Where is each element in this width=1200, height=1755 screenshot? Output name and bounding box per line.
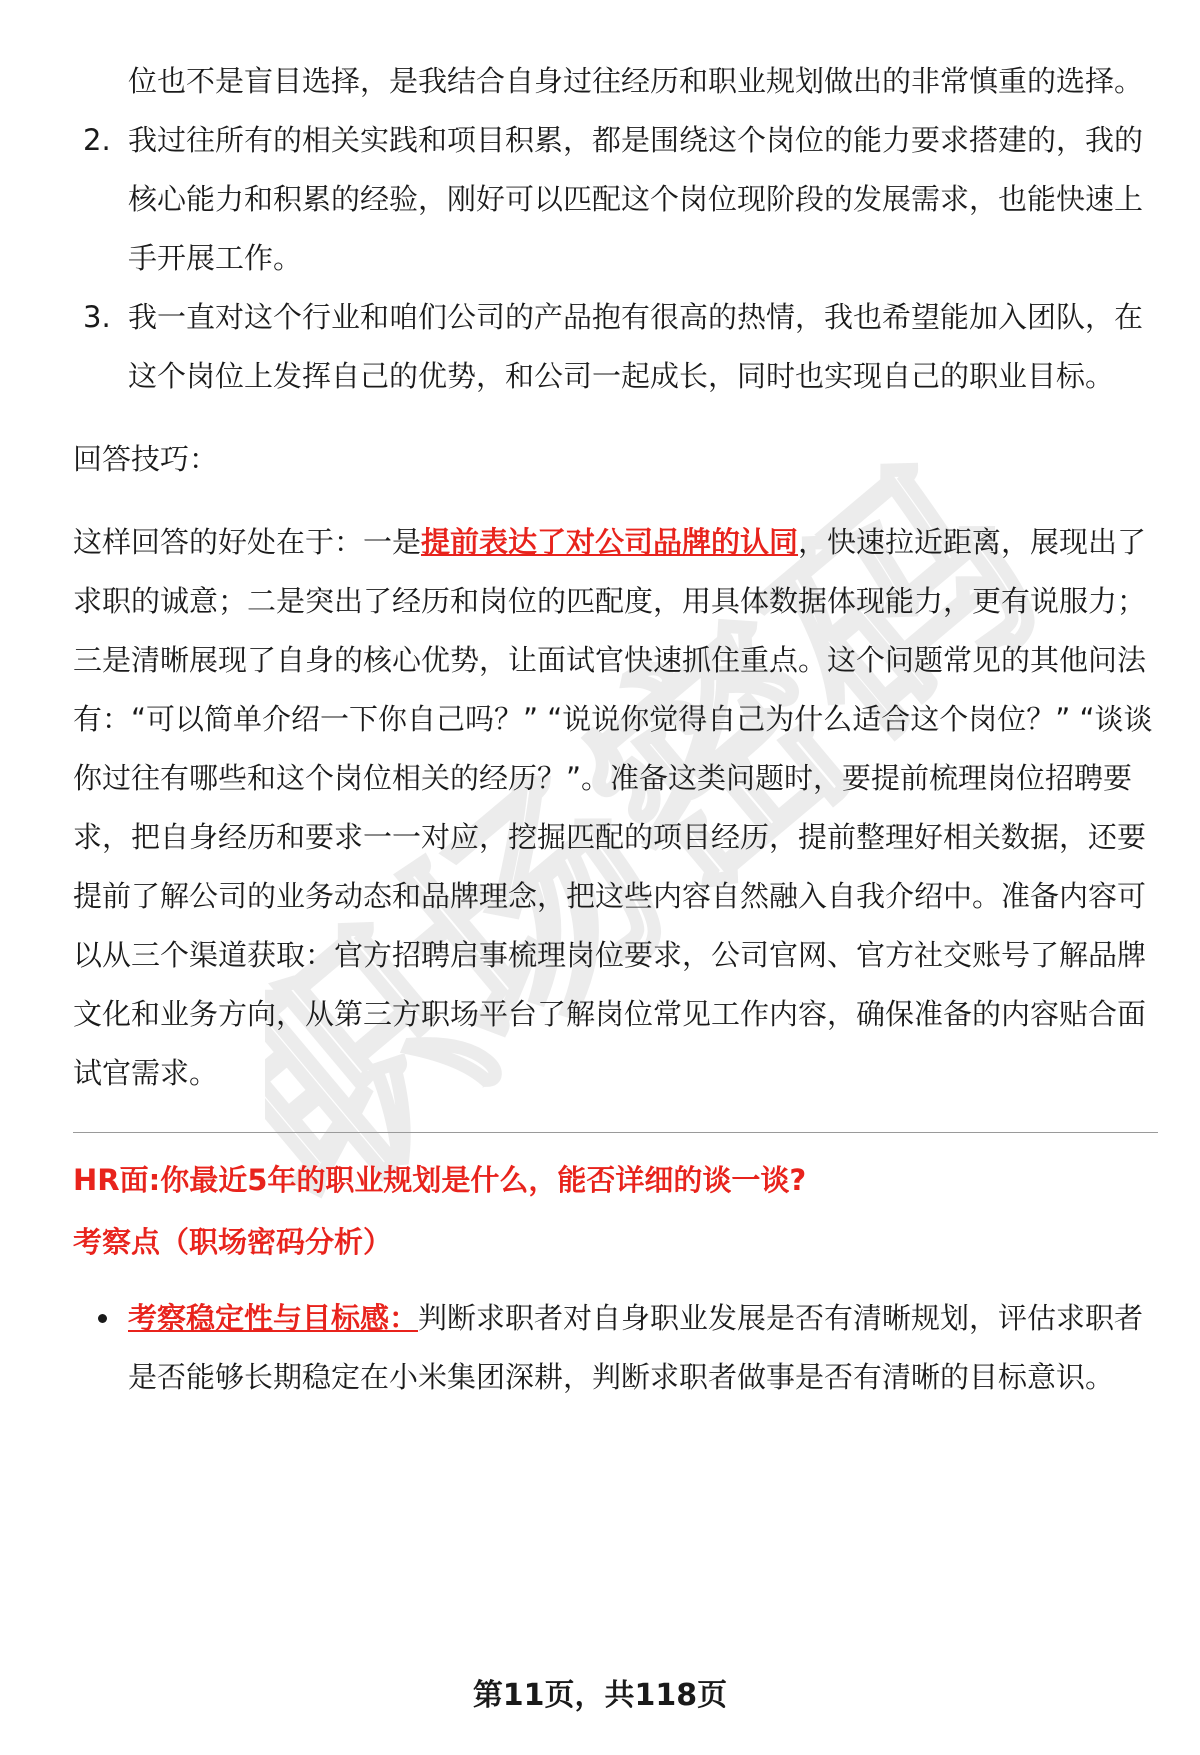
tips-text-before: 这样回答的好处在于：一是 (73, 525, 422, 559)
assessment-list (73, 1289, 1158, 1407)
list-item (73, 1289, 1158, 1407)
answer-list (73, 52, 1158, 406)
list-item (73, 52, 1158, 111)
tips-paragraph (73, 513, 1158, 1103)
list-number: 2. (83, 123, 111, 157)
list-item-text: 位也不是盲目选择，是我结合自身过往经历和职业规划做出的非常慎重的选择。 (128, 64, 1144, 98)
page-number: 第11页，共118页 (472, 1678, 728, 1713)
list-item-text: 我一直对这个行业和咱们公司的产品抱有很高的热情，我也希望能加入团队，在这个岗位上发挥自己的优势，和公司一起成长，同时也实现自己的职业目标。 (128, 300, 1144, 393)
tips-label: 回答技巧： (73, 442, 219, 476)
list-item (73, 111, 1158, 288)
watermark-text: 职场密码 (265, 430, 1085, 1253)
list-item (73, 288, 1158, 406)
tips-highlight: 提前表达了对公司品牌的认同 (421, 525, 799, 559)
question-subtitle: 考察点（职场密码分析） (73, 1225, 393, 1259)
list-item-text: 我过往所有的相关实践和项目积累，都是围绕这个岗位的能力要求搭建的，我的核心能力和积累的经验，刚好可以匹配这个岗位现阶段的发展需求，也能快速上手开展工作。 (128, 123, 1144, 275)
document-page (73, 52, 1158, 1407)
question-title: HR面:你最近5年的职业规划是什么，能否详细的谈一谈? (73, 1163, 807, 1197)
section-divider (73, 1132, 1158, 1133)
list-number: 3. (83, 300, 111, 334)
tips-text-after: ，快速拉近距离，展现出了求职的诚意；二是突出了经历和岗位的匹配度，用具体数据体现能力，更有说服力；三是清晰展现了自身的核心优势，让面试官快速抓住重点。这个问题常见的其他问法有：“可以简单介绍一下你自己吗？” “说说你觉得自己为什么适合这个岗位？” “谈谈你过往有哪些和这个岗位相关的经历？”。准备这类问题时，要提前梳理岗位招聘要求，把自身经历和要求一一对应，挖掘匹配的项目经历，提前整理好相关数据，还要提前了解公司的业务动态和品牌理念，把这些内容自然融入自我介绍中。准备内容可以从三个渠道获取：官方招聘启事梳理岗位要求，公司官网、官方社交账号了解品牌文化和业务方向，从第三方职场平台了解岗位常见工作内容，确保准备的内容贴合面试官需求。 (73, 525, 1153, 1090)
bullet-text: 判断求职者对自身职业发展是否有清晰规划，评估求职者是否能够长期稳定在小米集团深耕，判断求职者做事是否有清晰的目标意识。 (128, 1301, 1144, 1394)
bullet-dot-icon (98, 1314, 107, 1323)
bullet-key-point: 考察稳定性与目标感： (128, 1301, 419, 1335)
